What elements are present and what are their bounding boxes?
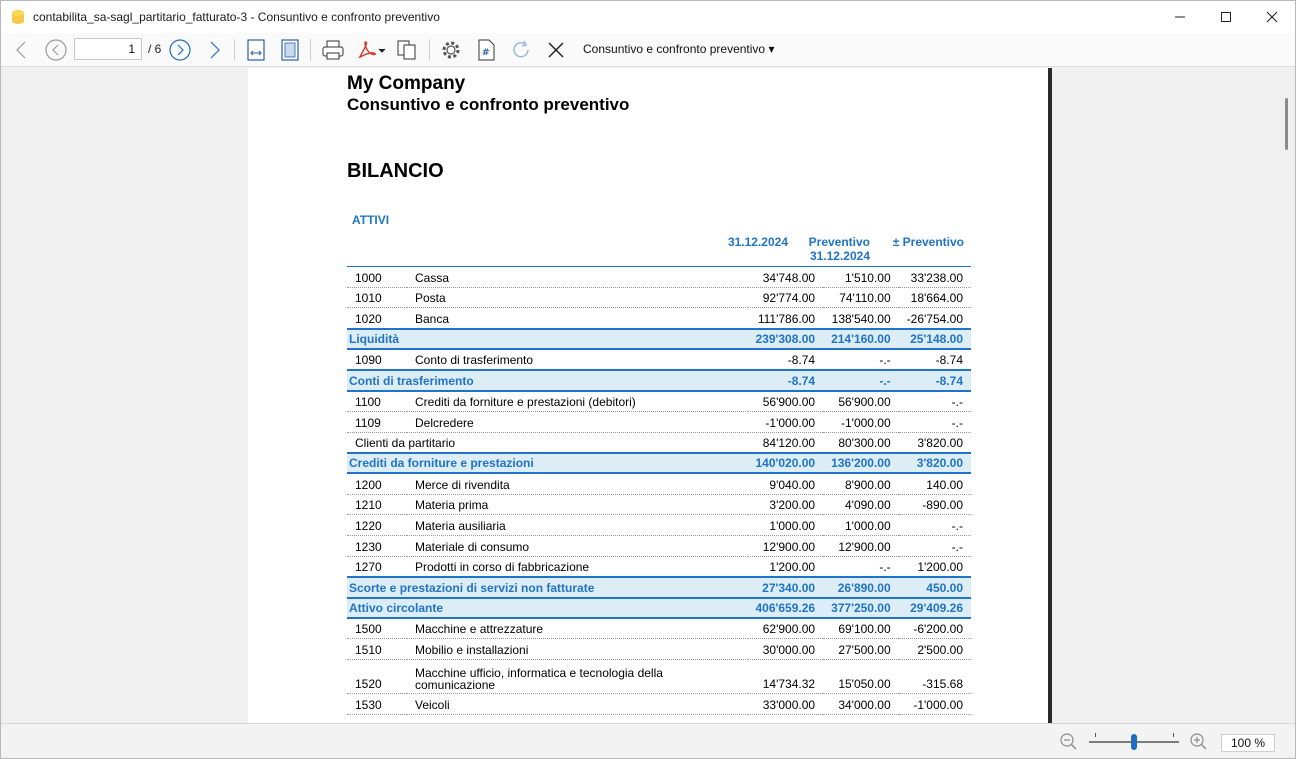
copy-icon: [396, 39, 418, 61]
document-viewer[interactable]: [1, 68, 1295, 723]
account-number: 1210: [347, 494, 407, 515]
value-actual: 1'200.00: [748, 556, 824, 577]
account-description: Mobilio e installazioni: [407, 639, 748, 660]
value-budget: 1'000.00: [823, 515, 899, 536]
account-number: 1010: [347, 287, 407, 308]
value-budget: 377'250.00: [823, 598, 899, 619]
account-description: Conto di trasferimento: [407, 349, 748, 370]
value-budget: 56'900.00: [823, 391, 899, 412]
refresh-icon: [510, 39, 532, 61]
value-actual: -8.74: [748, 370, 824, 391]
value-actual: 30'000.00: [748, 639, 824, 660]
table-row: [347, 556, 971, 577]
toolbar-separator: [234, 39, 235, 61]
account-description: Banca: [407, 308, 748, 329]
value-actual: 3'200.00: [748, 494, 824, 515]
account-description: Crediti da forniture e prestazioni (debitori): [407, 391, 748, 412]
table-row: [347, 308, 971, 329]
value-budget: -1'000.00: [823, 411, 899, 432]
value-difference: -8.74: [899, 349, 971, 370]
table-row: [347, 267, 971, 288]
subtotal-row: [347, 598, 971, 619]
value-budget: 26'890.00: [823, 577, 899, 598]
account-number: 1230: [347, 535, 407, 556]
table-row: [347, 639, 971, 660]
account-number: 1270: [347, 556, 407, 577]
value-budget: 138'540.00: [823, 308, 899, 329]
company-name: My Company: [347, 73, 466, 94]
zoom-out-icon: [1059, 732, 1079, 752]
account-description: Merce di rivendita: [407, 473, 748, 494]
next-page-button[interactable]: [205, 37, 225, 63]
export-pdf-button[interactable]: [356, 37, 386, 63]
value-budget: 69'100.00: [823, 618, 899, 639]
zoom-tick: [1095, 733, 1096, 737]
value-difference: 450.00: [899, 577, 971, 598]
maximize-button[interactable]: [1203, 1, 1249, 33]
pdf-icon: [356, 39, 386, 61]
circle-chevron-right-icon: [168, 38, 192, 62]
value-difference: -26'754.00: [899, 308, 971, 329]
value-actual: 1'000.00: [748, 515, 824, 536]
account-description: Prodotti in corso di fabbricazione: [407, 556, 748, 577]
value-difference: 33'238.00: [899, 267, 971, 288]
page-edge-shadow: [1048, 68, 1052, 723]
subtotal-label: Liquidità: [347, 329, 748, 350]
value-actual: -1'000.00: [748, 411, 824, 432]
subtotal-row: [347, 577, 971, 598]
value-difference: -1'000.00: [899, 694, 971, 715]
value-actual: 62'900.00: [748, 618, 824, 639]
value-difference: -315.68: [899, 660, 971, 694]
value-actual: 33'000.00: [748, 694, 824, 715]
value-actual: 239'308.00: [748, 329, 824, 350]
zoom-in-icon: [1189, 732, 1209, 752]
fit-width-icon: [246, 39, 266, 61]
value-difference: -8.74: [899, 370, 971, 391]
account-number: 1220: [347, 515, 407, 536]
section-heading: BILANCIO: [347, 160, 444, 182]
value-difference: -890.00: [899, 494, 971, 515]
value-difference: 3'820.00: [899, 453, 971, 474]
subtotal-row: [347, 370, 971, 391]
subtotal-row: [347, 329, 971, 350]
printer-icon: [321, 39, 345, 61]
value-budget: -.-: [823, 370, 899, 391]
previous-page-button[interactable]: [11, 37, 31, 63]
fit-width-button[interactable]: [244, 37, 268, 63]
account-number: 1100: [347, 391, 407, 412]
page-number-input[interactable]: 1: [74, 38, 142, 60]
maximize-icon: [1220, 11, 1232, 23]
table-row: [347, 660, 971, 694]
value-actual: 14'734.32: [748, 660, 824, 694]
value-difference: 18'664.00: [899, 287, 971, 308]
fit-page-icon: [280, 39, 300, 61]
first-page-button[interactable]: [43, 37, 69, 63]
value-budget: 136'200.00: [823, 453, 899, 474]
page-hash-icon: [476, 39, 496, 61]
value-actual: -8.74: [748, 349, 824, 370]
subtotal-label: Attivo circolante: [347, 598, 748, 619]
account-number: 1520: [347, 660, 407, 694]
value-actual: 92'774.00: [748, 287, 824, 308]
account-description: Materiale di consumo: [407, 535, 748, 556]
table-row: [347, 494, 971, 515]
close-report-button[interactable]: [544, 37, 568, 63]
page-numbering-button[interactable]: [474, 37, 498, 63]
table-row: [347, 473, 971, 494]
value-budget: 12'900.00: [823, 535, 899, 556]
value-actual: 84'120.00: [748, 432, 824, 453]
page-total: / 6: [148, 42, 162, 56]
account-description: Cassa: [407, 267, 748, 288]
close-icon: [547, 41, 565, 59]
value-difference: -.-: [899, 535, 971, 556]
account-number: 1200: [347, 473, 407, 494]
zoom-slider-thumb[interactable]: [1131, 734, 1137, 750]
value-difference: 2'500.00: [899, 639, 971, 660]
value-actual: 406'659.26: [748, 598, 824, 619]
account-description: Materia ausiliaria: [407, 515, 748, 536]
account-number: 1109: [347, 411, 407, 432]
table-row: [347, 432, 971, 453]
table-row: [347, 618, 971, 639]
value-budget: 80'300.00: [823, 432, 899, 453]
table-row: [347, 515, 971, 536]
value-budget: 15'050.00: [823, 660, 899, 694]
account-description: Materia prima: [407, 494, 748, 515]
value-difference: 1'200.00: [899, 556, 971, 577]
chevron-right-icon: [209, 40, 221, 60]
balance-table: [347, 266, 971, 715]
value-difference: -.-: [899, 391, 971, 412]
value-budget: 4'090.00: [823, 494, 899, 515]
table-row: [347, 391, 971, 412]
value-difference: -6'200.00: [899, 618, 971, 639]
report-page: [248, 68, 1048, 723]
close-icon: [1266, 11, 1278, 23]
title-bar: [1, 1, 1295, 33]
report-select-dropdown[interactable]: Consuntivo e confronto preventivo ▾: [583, 42, 775, 56]
column-header-budget: Preventivo 31.12.2024: [808, 235, 870, 263]
value-difference: -.-: [899, 411, 971, 432]
value-budget: 27'500.00: [823, 639, 899, 660]
value-actual: 111'786.00: [748, 308, 824, 329]
value-actual: 140'020.00: [748, 453, 824, 474]
next-page-circle-button[interactable]: [167, 37, 193, 63]
chevron-left-icon: [15, 40, 27, 60]
toolbar-separator: [310, 39, 311, 61]
report-title: Consuntivo e confronto preventivo: [347, 95, 630, 114]
refresh-button[interactable]: [508, 37, 534, 63]
column-header-actual: 31.12.2024: [727, 235, 788, 249]
table-row: [347, 694, 971, 715]
value-actual: 12'900.00: [748, 535, 824, 556]
account-description: Veicoli: [407, 694, 748, 715]
window-title: contabilita_sa-sagl_partitario_fatturato-3 - Consuntivo e confronto preventivo: [33, 10, 440, 24]
subtotal-row: [347, 453, 971, 474]
value-actual: 9'040.00: [748, 473, 824, 494]
subtotal-label: Scorte e prestazioni di servizi non fatturate: [347, 577, 748, 598]
circle-chevron-left-icon: [44, 38, 68, 62]
vertical-scrollbar-thumb[interactable]: [1285, 98, 1288, 150]
settings-button[interactable]: [438, 37, 464, 63]
value-difference: 3'820.00: [899, 432, 971, 453]
value-budget: -.-: [823, 349, 899, 370]
table-row: [347, 287, 971, 308]
value-actual: 56'900.00: [748, 391, 824, 412]
toolbar-separator: [429, 39, 430, 61]
account-description: Posta: [407, 287, 748, 308]
value-actual: 27'340.00: [748, 577, 824, 598]
zoom-in-button[interactable]: [1189, 732, 1209, 752]
value-budget: 34'000.00: [823, 694, 899, 715]
vertical-scrollbar[interactable]: [1282, 68, 1295, 723]
copy-button[interactable]: [394, 37, 420, 63]
gear-icon: [440, 39, 462, 61]
table-row: [347, 349, 971, 370]
account-number: 1090: [347, 349, 407, 370]
value-difference: -.-: [899, 515, 971, 536]
value-budget: -.-: [823, 556, 899, 577]
account-description: Macchine e attrezzature: [407, 618, 748, 639]
account-number: 1020: [347, 308, 407, 329]
minimize-icon: [1174, 11, 1186, 23]
app-icon: [11, 9, 25, 25]
value-budget: 74'110.00: [823, 287, 899, 308]
table-row: [347, 535, 971, 556]
value-budget: 1'510.00: [823, 267, 899, 288]
close-button[interactable]: [1249, 1, 1295, 33]
fit-page-button[interactable]: [278, 37, 302, 63]
zoom-tick: [1173, 733, 1174, 737]
group-heading: ATTIVI: [352, 213, 390, 227]
subtotal-label: Crediti da forniture e prestazioni: [347, 453, 748, 474]
account-description: Macchine ufficio, informatica e tecnologia della comunicazione: [407, 660, 748, 694]
svg-text:#: #: [482, 48, 490, 58]
account-number: 1530: [347, 694, 407, 715]
minimize-button[interactable]: [1157, 1, 1203, 33]
account-number: 1510: [347, 639, 407, 660]
subtotal-label: Conti di trasferimento: [347, 370, 748, 391]
row-label: Clienti da partitario: [347, 432, 748, 453]
account-number: 1500: [347, 618, 407, 639]
column-header-difference: ± Preventivo: [892, 235, 964, 249]
value-difference: 29'409.26: [899, 598, 971, 619]
value-actual: 34'748.00: [748, 267, 824, 288]
zoom-level-field[interactable]: 100 %: [1221, 734, 1275, 752]
zoom-out-button[interactable]: [1059, 732, 1079, 752]
print-button[interactable]: [320, 37, 346, 63]
table-row: [347, 411, 971, 432]
account-description: Delcredere: [407, 411, 748, 432]
value-budget: 8'900.00: [823, 473, 899, 494]
account-number: 1000: [347, 267, 407, 288]
value-difference: 25'148.00: [899, 329, 971, 350]
value-difference: 140.00: [899, 473, 971, 494]
value-budget: 214'160.00: [823, 329, 899, 350]
